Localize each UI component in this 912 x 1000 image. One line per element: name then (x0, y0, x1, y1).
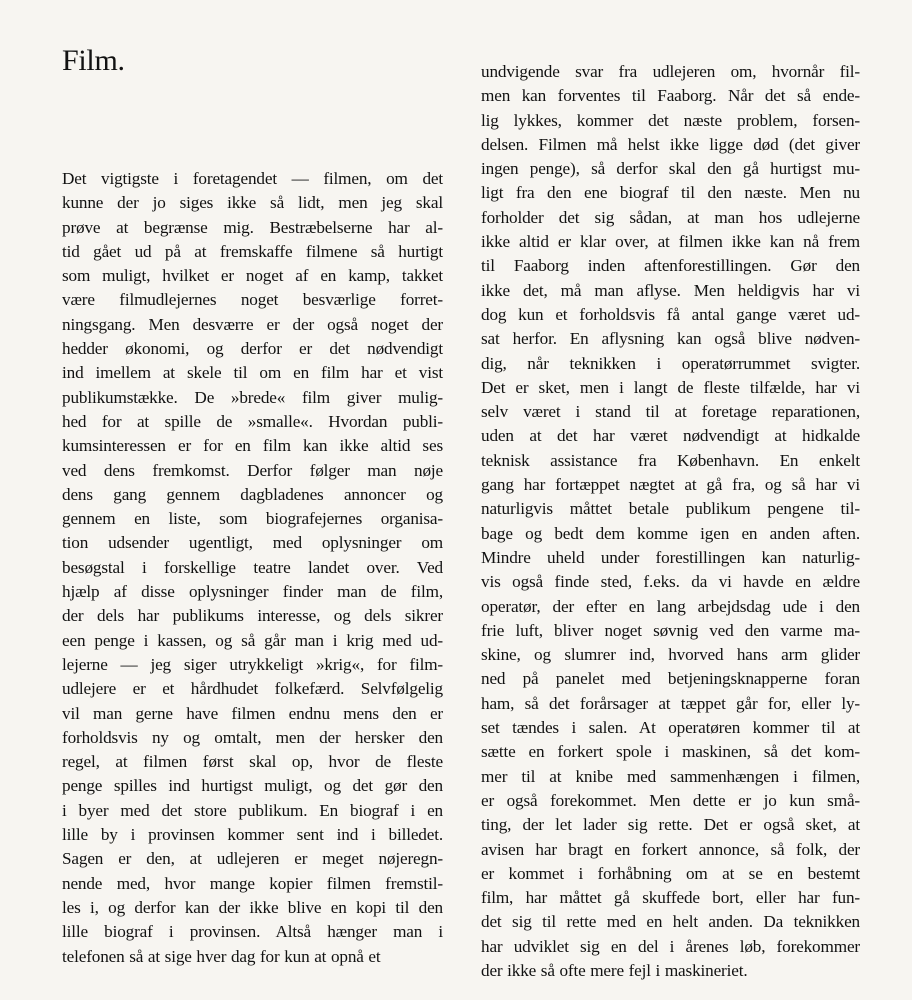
left-column-text-line: telefonen så at sige hver dag for kun at opnå et (62, 946, 381, 966)
left-column-text-line: gennem en liste, som biografejernes organisa- (62, 509, 443, 529)
page-title: Film. (62, 44, 125, 77)
right-column-text-line: dig, når teknikken i operatørrummet svigter. (481, 353, 860, 373)
right-column-text-line: der ikke så ofte mere fejl i maskineriet. (481, 960, 748, 980)
right-column-text-line: operatør, der efter en lang arbejdsdag ude i den (481, 596, 860, 616)
left-column-text-line: Sagen er den, at udlejeren er meget nøjeregn- (62, 849, 443, 869)
right-column-text-line: selv været i stand til at foretage reparationen, (481, 402, 860, 422)
right-column-text-line: ligt fra den ene biograf til den næste. Men nu (481, 183, 860, 203)
left-column-text-line: penge spilles ind hurtigst muligt, og det gør den (62, 776, 443, 796)
right-column-text-line: lig lykkes, kommer det næste problem, forsen- (481, 110, 860, 130)
right-column-text-line: ham, så det forårsager at tæppet går for, eller ly- (481, 693, 860, 713)
right-column-text-line: sætte en forkert spole i maskinen, så det kom- (481, 742, 860, 762)
right-column-text-line: gang har fortæppet nægtet at gå fra, og så har vi (481, 475, 860, 495)
left-column-text-line: lille by i provinsen kommer sent ind i billedet. (62, 825, 443, 845)
right-column-text-line: er også forekommet. Men dette er jo kun små- (481, 790, 860, 810)
left-column-text-line: Det vigtigste i foretagendet — filmen, om det (62, 169, 443, 188)
right-column-text-line: frie luft, bliver noget søvnig ved den varme ma- (481, 620, 860, 640)
right-column-text-line: til Faaborg inden aftenforestillingen. Gør den (481, 256, 860, 276)
right-column-text-line: ting, der let lader sig rette. Det er også sket, at (481, 815, 860, 835)
right-column-text-line: dog kun et forholdsvis få antal gange været ud- (481, 304, 860, 324)
left-column-text-line: besøgstal i forskellige teatre landet over. Ved (62, 557, 443, 577)
left-column-text-line: lille biograf i provinsen. Altså hænger man i (62, 922, 443, 942)
left-column-text-line: være filmudlejernes noget besværlige forret- (62, 290, 443, 310)
right-column-text-line: skine, og slumrer ind, hvorved hans arm glider (481, 645, 860, 665)
left-column-text-line: i byer med det store publikum. En biograf i en (62, 800, 443, 820)
left-column-text-line: vil man gerne have filmen endnu mens den er (62, 703, 443, 723)
left-column-text-line: kunne der jo siges ikke så lidt, men jeg skal (62, 193, 443, 213)
right-column-text-line: forholder det sig sådan, at man hos udlejerne (481, 207, 860, 227)
left-column-text-line: ind imellem at skele til om en film har et vist (62, 363, 443, 383)
left-column-text-line: ved dens fremkomst. Derfor følger man nøje (62, 460, 443, 480)
left-column-text-line: tid gået ud på at fremskaffe filmene så hurtigt (62, 241, 443, 261)
right-column-text-line: Mindre uheld under forestillingen kan naturlig- (481, 547, 860, 567)
right-column-text-line: naturligvis måttet betale publikum pengene til- (481, 499, 860, 519)
left-column-text-line: tion udsender ugentligt, med oplysninger om (62, 533, 443, 553)
right-column-text-line: men kan forventes til Faaborg. Når det så ende- (481, 86, 860, 106)
left-column-text-line: hed for at spille de »smalle«. Hvordan publi- (62, 411, 443, 431)
left-column-text-line: een penge i kassen, og så går man i krig med ud- (62, 630, 443, 650)
right-column-text-line: sat herfor. En aflysning kan også blive nødven- (481, 329, 860, 349)
right-column-text-line: film, har måttet gå skuffede bort, eller har fun- (481, 888, 860, 908)
right-column-text-line: har udviklet sig en del i årenes løb, forekommer (481, 936, 860, 956)
right-column-text-line: teknisk assistance fra København. En enkelt (481, 450, 860, 470)
left-column-text-line: hedder økonomi, og derfor er det nødvendigt (62, 339, 443, 359)
right-column-text-line: uden at det har været nødvendigt at hidkalde (481, 426, 860, 446)
right-column-text-line: avisen har bragt en forkert annonce, så folk, der (481, 839, 860, 859)
right-column-text-line: ikke det, må man aflyse. Men heldigvis har vi (481, 280, 860, 300)
right-column-text-line: ned på panelet med betjeningsknapperne foran (481, 669, 860, 689)
left-column-text-line: forholdsvis ny og omtalt, men der hersker den (62, 727, 443, 747)
left-text-column (62, 167, 443, 969)
left-column-text-line: regel, at filmen først skal op, hvor de fleste (62, 752, 443, 772)
right-column-text-line: er kommet i forhåbning om at se en bestemt (481, 863, 860, 883)
right-column-text-line: ikke altid er klar over, at filmen ikke kan nå frem (481, 232, 860, 252)
left-column-text-line: kumsinteressen er for en film kan ikke altid ses (62, 436, 443, 456)
left-column-text-line: nende med, hvor mange kopier filmen fremstil- (62, 873, 443, 893)
left-column-text-line: ningsgang. Men desværre er der også noget der (62, 314, 443, 334)
right-column-text-line: det sig til rette med en helt anden. Da teknikken (481, 912, 860, 932)
right-column-text-line: delsen. Filmen må helst ikke ligge død (det giver (481, 134, 860, 154)
left-column-text-line: der dels har publikums interesse, og dels sikrer (62, 606, 443, 626)
left-column-text-line: dens gang gennem dagbladenes annoncer og (62, 484, 443, 504)
left-column-text-line: lejerne — jeg siger utrykkeligt »krig«, for film- (62, 654, 443, 674)
left-column-text-line: prøve at begrænse mig. Bestræbelserne har al- (62, 217, 443, 237)
left-column-text-line: les i, og derfor kan der ikke blive en kopi til den (62, 897, 443, 917)
right-text-column (481, 60, 860, 983)
left-column-text-line: udlejere er et hårdhudet folkefærd. Selvfølgelig (62, 679, 443, 699)
left-column-text-line: publikumstække. De »brede« film giver mulig- (62, 387, 443, 407)
left-column-text-line: hjælp af disse oplysninger finder man de film, (62, 582, 443, 602)
right-column-text-line: bage og bedt dem komme igen en anden aften. (481, 523, 860, 543)
right-column-text-line: Det er sket, men i langt de fleste tilfælde, har vi (481, 377, 860, 397)
right-column-text-line: ingen penge), så derfor skal den gå hurtigst mu- (481, 159, 860, 179)
right-column-text-line: mer til at knibe med sammenhængen i filmen, (481, 766, 860, 786)
right-column-text-line: vis også finde sted, f.eks. da vi havde en ældre (481, 572, 860, 592)
right-column-text-line: undvigende svar fra udlejeren om, hvornår fil- (481, 62, 860, 81)
right-column-text-line: set tændes i salen. At operatøren kommer til at (481, 718, 860, 738)
left-column-text-line: som muligt, hvilket er noget af en kamp, takket (62, 266, 443, 286)
